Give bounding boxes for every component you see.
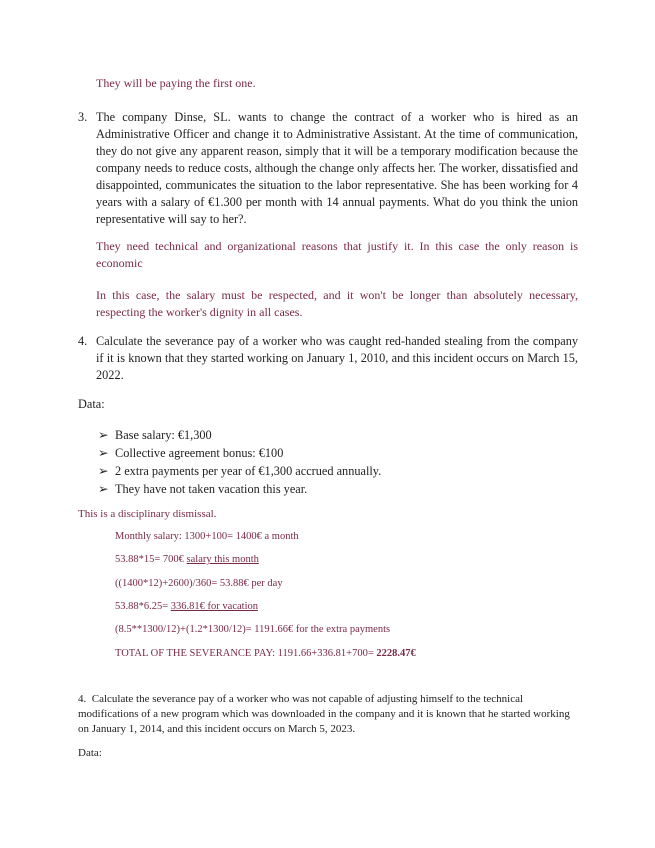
- arrow-bullet-icon: ➢: [98, 446, 109, 460]
- question-4-data-list: [98, 426, 381, 498]
- dismissal-note: This is a disciplinary dismissal.: [78, 508, 217, 520]
- question-4-text: Calculate the severance pay of a worker who was caught red-handed stealing from the company if it is known that they started working on January 1, 2010, and this incident occurs on March 15, 2022.: [96, 334, 578, 382]
- question-4b: [78, 692, 578, 737]
- calc-vacation-prefix: 53.88*6.25=: [115, 601, 171, 612]
- list-item-text: Base salary: €1,300: [115, 428, 212, 442]
- calc-per-day: ((1400*12)+2600)/360= 53.88€ per day: [115, 578, 283, 589]
- question-3-answer-1: They need technical and organizational reasons that justify it. In this case the only reason is economic: [96, 239, 578, 270]
- list-item: [98, 426, 381, 444]
- calc-extra-payments: (8.5**1300/12)+(1.2*1300/12)= 1191.66€ for the extra payments: [115, 624, 391, 635]
- calc-total-prefix: TOTAL OF THE SEVERANCE PAY: 1191.66+336.81+700=: [115, 648, 377, 659]
- question-3-text: The company Dinse, SL. wants to change the contract of a worker who is hired as an Administrative Officer and change it to Administrative Assistant. At the time of communication, they do not give any apparent reason, simply that it will be a temporary modification because the company needs to reduce costs, although the change only affects her. The worker, dissatisfied and disappointed, communicates the situation to the labor representative. She has been working for 4 years with a salary of €1.300 per month with 14 annual payments. What do you think the union representative will say to her?.: [96, 110, 578, 226]
- list-item-text: 2 extra payments per year of €1,300 accrued annually.: [115, 464, 382, 478]
- previous-answer: They will be paying the first one.: [96, 76, 256, 90]
- question-4b-text: Calculate the severance pay of a worker who was not capable of adjusting himself to the technical modifications of a new program which was downloaded in the company and it is known that he started working on January 1, 2014, and this incident occurs on March 5, 2023.: [78, 693, 570, 735]
- list-item-text: They have not taken vacation this year.: [115, 482, 308, 496]
- question-3-number: 3.: [78, 110, 88, 124]
- calc-salary-month-prefix: 53.88*15= 700€: [115, 554, 187, 565]
- calc-salary-month-label: salary this month: [186, 554, 259, 565]
- question-4-number: 4.: [78, 334, 88, 348]
- list-item: [98, 462, 381, 480]
- question-3-answer-2: In this case, the salary must be respected, and it won't be longer than absolutely necessary, respecting the worker's dignity in all cases.: [96, 288, 578, 319]
- question-4b-number: 4.: [78, 693, 87, 705]
- arrow-bullet-icon: ➢: [98, 428, 109, 442]
- calc-salary-month: [115, 554, 259, 565]
- calc-total: [115, 648, 416, 659]
- calc-vacation: [115, 601, 258, 612]
- arrow-bullet-icon: ➢: [98, 464, 109, 478]
- list-item: [98, 480, 381, 498]
- question-4b-data-label: Data:: [78, 747, 102, 759]
- question-4-data-label: Data:: [78, 397, 105, 411]
- calc-vacation-value: 336.81€ for vacation: [170, 601, 258, 612]
- calc-total-value: 2228.47€: [376, 648, 416, 659]
- list-item-text: Collective agreement bonus: €100: [115, 446, 284, 460]
- arrow-bullet-icon: ➢: [98, 482, 109, 496]
- list-item: [98, 444, 381, 462]
- calc-monthly-salary: Monthly salary: 1300+100= 1400€ a month: [115, 531, 299, 542]
